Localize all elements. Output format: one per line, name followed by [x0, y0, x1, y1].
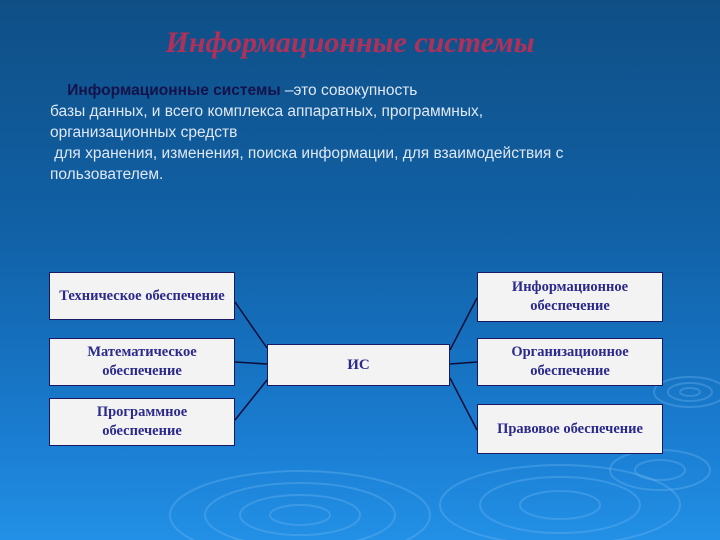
- definition-line: для хранения, изменения, поиска информации, для взаимодействия с: [50, 145, 564, 162]
- node-legal-support: Правовое обеспечение: [477, 404, 663, 454]
- slide-title: Информационные системы: [165, 26, 535, 59]
- connector-left-1: [235, 302, 267, 348]
- node-information-support: Информационное обеспечение: [477, 272, 663, 322]
- definition-term: Информационные системы: [67, 82, 281, 99]
- node-software-support: Программное обеспечение: [49, 398, 235, 446]
- connector-right-2: [450, 362, 477, 364]
- node-mathematical-support: Математическое обеспечение: [49, 338, 235, 386]
- connector-right-3: [450, 378, 477, 430]
- node-technical-support: Техническое обеспечение: [49, 272, 235, 320]
- connector-left-3: [235, 380, 267, 420]
- node-organizational-support: Организационное обеспечение: [477, 338, 663, 386]
- definition-line: организационных средств: [50, 124, 238, 141]
- definition-line: базы данных, и всего комплекса аппаратных, программных,: [50, 103, 484, 120]
- connector-left-2: [235, 362, 267, 364]
- definition-first-rest: –это совокупность: [280, 82, 418, 99]
- node-is-center: ИС: [267, 344, 450, 386]
- connector-right-1: [450, 298, 477, 350]
- definition-line: пользователем.: [50, 166, 164, 183]
